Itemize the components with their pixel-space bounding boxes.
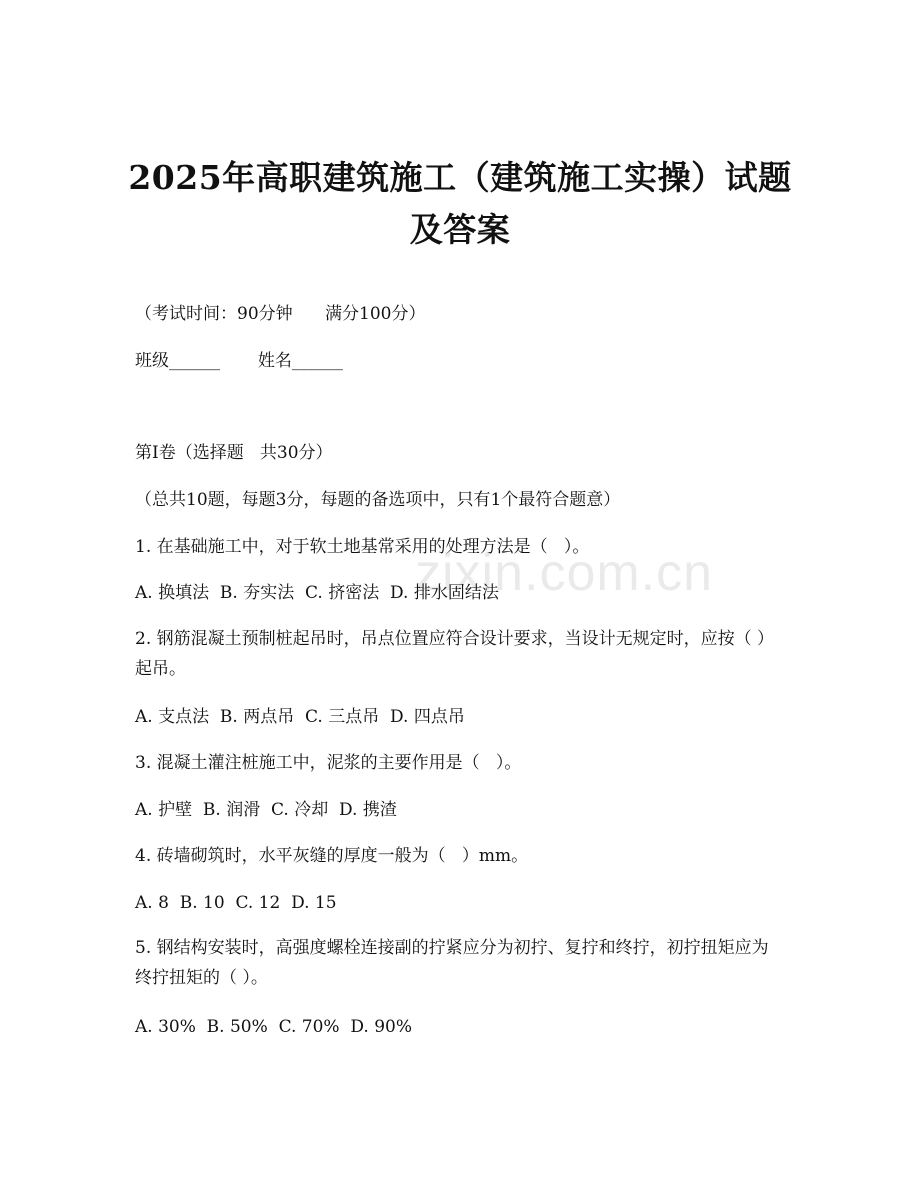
- title-line-1: 2025年高职建筑施工（建筑施工实操）试题: [128, 158, 792, 197]
- title-line-2: 及答案: [409, 210, 511, 249]
- question-5-options: A. 30% B. 50% C. 70% D. 90%: [135, 1017, 412, 1037]
- exam-info: （考试时间：90分钟 满分100分）: [135, 304, 426, 324]
- question-5-stem: 5. 钢结构安装时，高强度螺栓连接副的拧紧应分为初拧、复拧和终拧，初拧扭矩应为终拧扭矩的（ ）。: [135, 938, 769, 988]
- question-2-options: A. 支点法 B. 两点吊 C. 三点吊 D. 四点吊: [135, 707, 465, 727]
- question-1-stem: 1. 在基础施工中，对于软土地基常采用的处理方法是（ ）。: [135, 537, 590, 557]
- question-4-options: A. 8 B. 10 C. 12 D. 15: [135, 893, 337, 913]
- section-header: 第I卷（选择题 共30分）: [135, 443, 333, 463]
- question-3-options: A. 护壁 B. 润滑 C. 冷却 D. 携渣: [135, 800, 397, 820]
- question-4-stem: 4. 砖墙砌筑时，水平灰缝的厚度一般为（ ）mm。: [135, 846, 529, 866]
- section-note: （总共10题，每题3分，每题的备选项中，只有1个最符合题意）: [135, 490, 621, 510]
- question-3-stem: 3. 混凝土灌注桩施工中，泥浆的主要作用是（ ）。: [135, 753, 522, 773]
- watermark: zixin.com.cn: [415, 544, 714, 602]
- question-1-options: A. 换填法 B. 夯实法 C. 挤密法 D. 排水固结法: [135, 583, 499, 603]
- class-name-fields: 班级______ 姓名______: [135, 351, 343, 371]
- question-2-stem: 2. 钢筋混凝土预制桩起吊时，吊点位置应符合设计要求，当设计无规定时，应按（ ）起吊。: [135, 629, 775, 679]
- document-title: [90, 152, 830, 256]
